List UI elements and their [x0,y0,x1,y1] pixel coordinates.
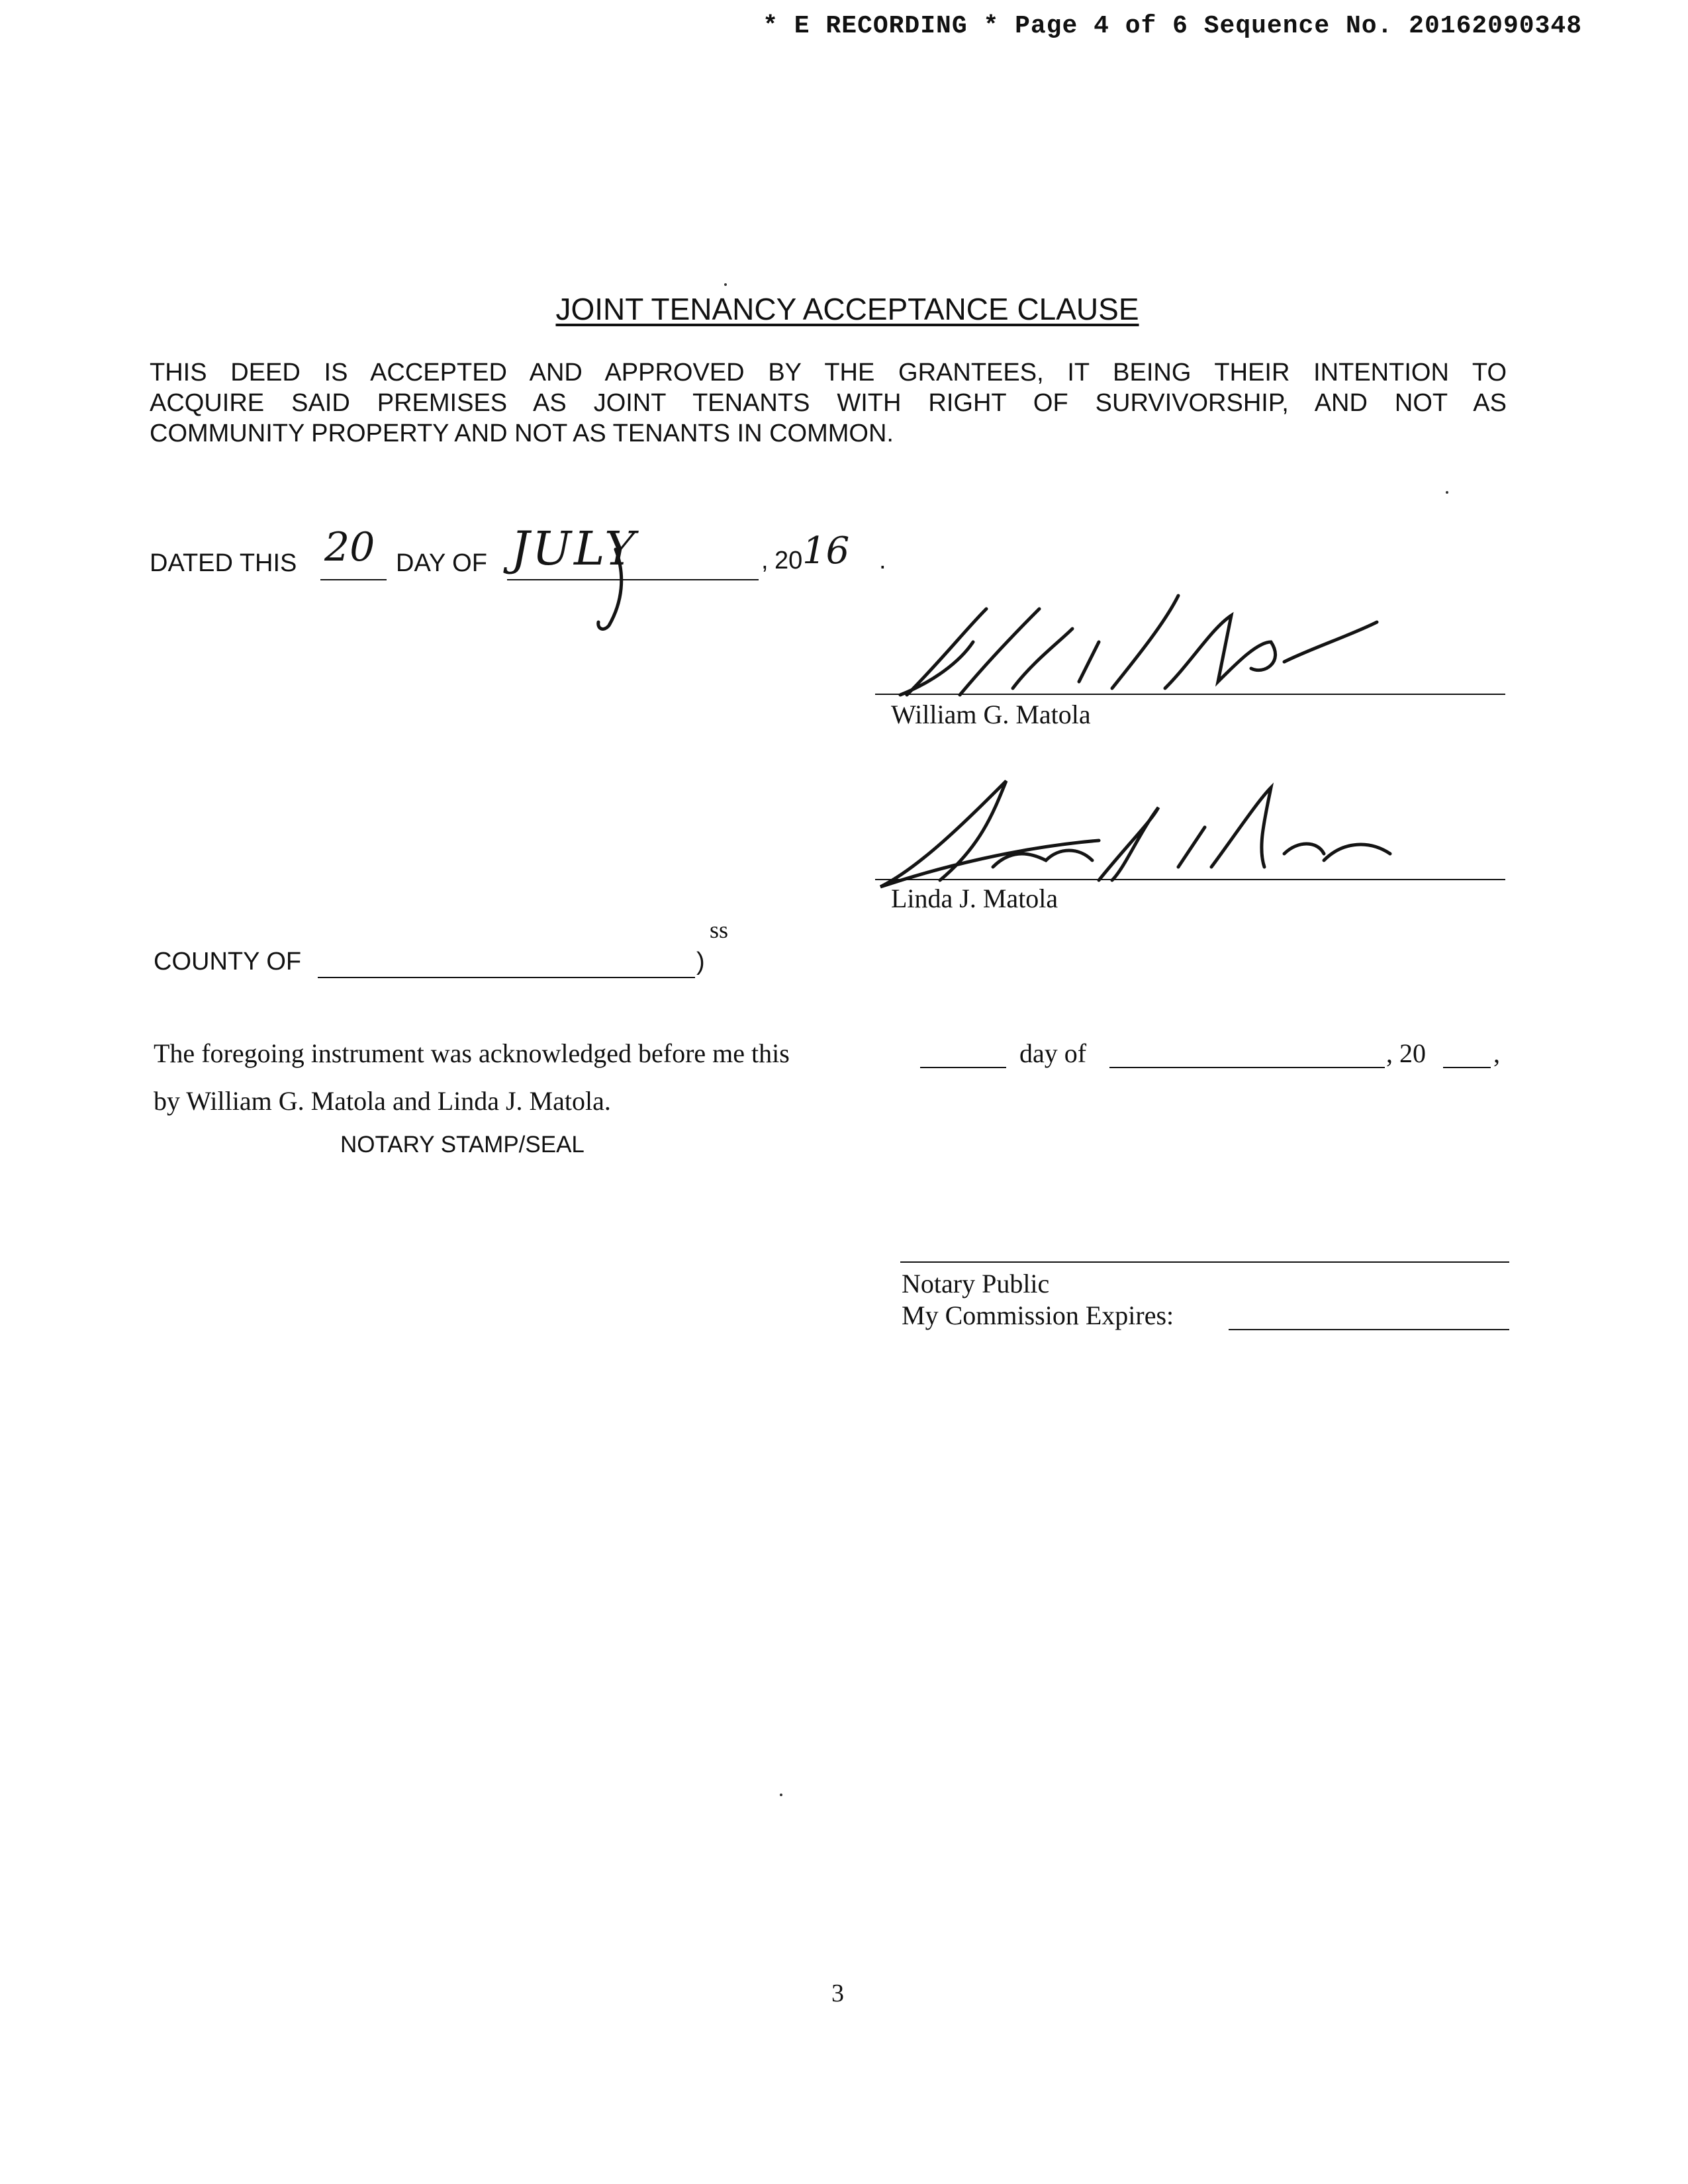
signature-line-1 [875,694,1505,695]
scan-speck [780,1794,782,1796]
dated-label: DATED THIS [150,549,297,577]
recording-header: * E RECORDING * Page 4 of 6 Sequence No. 20162090348 [763,12,1582,40]
scan-speck [1446,491,1448,494]
handwritten-day: 20 [324,524,375,570]
ack-month-blank [1109,1067,1385,1068]
paragraph-line: THIS DEED IS ACCEPTED AND APPROVED BY THE GRANTEES, IT BEING THEIR INTENTION TO [150,359,1507,387]
signature-william [861,582,1390,715]
year-prefix: 20 [774,547,803,574]
notary-title: Notary Public [902,1269,1050,1298]
month-flourish [589,536,642,635]
day-of-label: DAY OF [396,549,487,577]
ack-day-of: day of [1019,1038,1087,1068]
date-comma: , [761,547,769,574]
day-blank [320,579,387,580]
signer-name-1: William G. Matola [891,700,1091,729]
ack-day-blank [920,1067,1006,1068]
document-title: JOINT TENANCY ACCEPTANCE CLAUSE [555,292,1139,326]
signature-linda [861,768,1403,900]
notary-stamp-label: NOTARY STAMP/SEAL [340,1132,585,1158]
commission-blank [1229,1329,1509,1330]
date-period: . [879,547,886,574]
signature-line-2 [875,879,1505,880]
handwritten-year: 16 [802,529,850,572]
commission-label: My Commission Expires: [902,1300,1174,1330]
ack-year-prefix: , 20 [1386,1038,1426,1068]
county-blank [318,977,695,978]
county-label: COUNTY OF [154,948,302,976]
acknowledgment-signers: by William G. Matola and Linda J. Matola. [154,1086,611,1116]
county-bracket: ) [696,948,705,976]
paragraph-line: ACQUIRE SAID PREMISES AS JOINT TENANTS WITH RIGHT OF SURVIVORSHIP, AND NOT AS [150,389,1507,417]
signer-name-2: Linda J. Matola [891,884,1058,913]
ack-year-blank [1443,1067,1491,1068]
acceptance-paragraph [150,357,1507,449]
notary-signature-line [900,1261,1509,1263]
page-number: 3 [831,1979,844,2007]
acknowledgment-text: The foregoing instrument was acknowledged before me this [154,1038,790,1068]
ss-label: ss [710,917,729,943]
ack-end-comma: , [1493,1038,1500,1068]
scan-speck [724,283,727,286]
paragraph-line: COMMUNITY PROPERTY AND NOT AS TENANTS IN COMMON. [150,420,894,447]
handwritten-month: JULY [511,522,638,576]
